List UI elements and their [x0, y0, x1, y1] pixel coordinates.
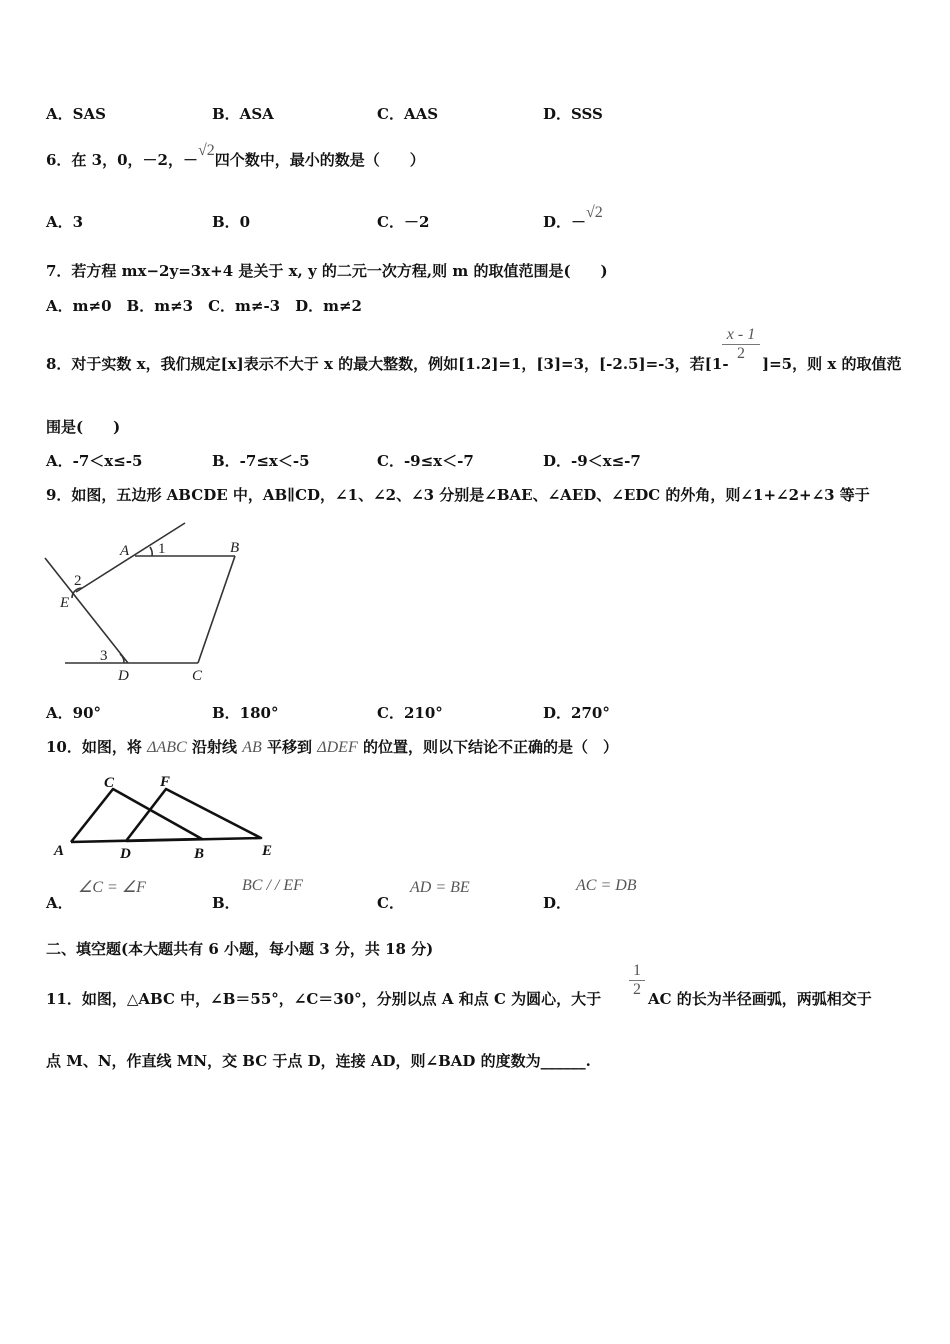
section-2-title: 二、填空题(本大题共有 6 小题，每小题 3 分，共 18 分) — [46, 940, 434, 958]
q6-option-c: C．－2 — [377, 213, 430, 231]
q9-option-d: D．270° — [543, 704, 610, 722]
q11-stem-end: AC 的长为半径画弧，两弧相交于 — [648, 990, 872, 1008]
q5-option-a: A．SAS — [46, 105, 106, 123]
q10-stem-a: 10．如图，将 — [46, 738, 142, 756]
q6-option-d-text: D．－ — [543, 213, 587, 231]
q10-option-a-letter: A． — [46, 894, 73, 912]
q10-option-a-expr: ∠C = ∠F — [78, 879, 146, 896]
q10-option-c-expr: AD = BE — [410, 879, 470, 896]
q9-stem: 9．如图，五边形 ABCDE 中，AB∥CD，∠1、∠2、∠3 分别是∠BAE、∠AED、∠EDC 的外角，则∠1+∠2+∠3 等于 — [46, 486, 870, 504]
q9-label-c: C — [192, 668, 203, 684]
q10-stem-c: 平移到 — [266, 738, 312, 756]
q10-label-d: D — [120, 846, 131, 862]
q10-math-triangle-abc: ΔABC — [147, 739, 187, 756]
q8-option-b: B．-7≤x＜-5 — [212, 452, 310, 470]
q10-math-triangle-def: ΔDEF — [317, 739, 358, 756]
q9-option-b: B．180° — [212, 704, 279, 722]
q5-option-b: B．ASA — [212, 105, 274, 123]
q7-stem: 7．若方程 mx−2y=3x+4 是关于 x, y 的二元一次方程,则 m 的取值范围是( ) — [46, 262, 608, 280]
q11-frac-denominator: 2 — [629, 980, 645, 999]
q6-stem-end: 四个数中，最小的数是（ ） — [214, 151, 425, 169]
q8-stem-cont: 围是( ) — [46, 418, 121, 436]
q10-label-b: B — [194, 846, 205, 862]
q6-option-a: A．3 — [46, 213, 84, 231]
q9-label-d: D — [118, 668, 129, 684]
q8-frac-numerator: x - 1 — [726, 326, 756, 343]
q10-math-ab: AB — [242, 739, 262, 756]
q11-stem-cont: 点 M、N，作直线 MN，交 BC 于点 D，连接 AD，则∠BAD 的度数为______. — [46, 1052, 591, 1070]
q8-fraction — [722, 326, 760, 363]
q10-option-d-expr: AC = DB — [576, 877, 637, 894]
q10-label-e: E — [262, 843, 273, 859]
q9-label-e: E — [60, 595, 70, 611]
q9-label-2: 2 — [74, 573, 82, 589]
q10-stem-d: 的位置，则以下结论不正确的是（ ） — [362, 738, 618, 756]
q10-stem — [46, 736, 618, 757]
q9-line-de-extended — [45, 558, 128, 663]
q6-option-d-sqrt: √2 — [586, 204, 603, 221]
q9-label-a: A — [120, 543, 130, 559]
q5-option-d: D．SSS — [543, 105, 603, 123]
q9-line-ea-extended — [76, 523, 185, 592]
q9-label-b: B — [230, 540, 240, 556]
q9-label-3: 3 — [100, 648, 108, 664]
q9-line-bc — [198, 556, 235, 663]
q10-option-d-letter: D． — [543, 894, 572, 912]
q7-options: A．m≠0 B．m≠3 C．m≠-3 D．m≠2 — [46, 297, 362, 315]
q9-option-a: A．90° — [46, 704, 102, 722]
q10-stem-b: 沿射线 — [191, 738, 237, 756]
q9-angle-1-arc — [150, 547, 152, 556]
q9-option-c: C．210° — [377, 704, 443, 722]
q10-translation-figure — [48, 768, 288, 864]
q11-frac-numerator: 1 — [633, 962, 641, 979]
q8-option-d: D．-9＜x≤-7 — [543, 452, 641, 470]
q10-option-b-letter: B． — [212, 894, 240, 912]
q6-stem — [46, 142, 425, 170]
q10-label-a: A — [54, 843, 65, 859]
q8-option-c: C．-9≤x＜-7 — [377, 452, 474, 470]
q9-angle-3-arc — [120, 654, 124, 663]
q8-option-a: A．-7＜x≤-5 — [46, 452, 143, 470]
q6-sqrt: √2 — [197, 142, 215, 159]
q10-label-f: F — [160, 774, 171, 790]
q5-option-c: C．AAS — [377, 105, 439, 123]
q8-frac-denominator: 2 — [722, 344, 760, 363]
q11-fraction — [629, 962, 645, 999]
q10-option-b-expr: BC / / EF — [242, 877, 303, 894]
q9-pentagon-figure — [40, 518, 260, 688]
q6-stem-start: 6．在 3，0，－2，－ — [46, 151, 198, 169]
q8-stem-start: 8．对于实数 x，我们规定[x]表示不大于 x 的最大整数，例如[1.2]=1，[3]=3，[-2.5]=-3，若[1- — [46, 355, 729, 373]
q8-stem-end: ]=5，则 x 的取值范 — [762, 355, 902, 373]
q10-option-c-letter: C． — [377, 894, 404, 912]
q10-label-c: C — [104, 775, 115, 791]
q9-label-1: 1 — [158, 541, 166, 557]
q6-option-b: B．0 — [212, 213, 251, 231]
q11-stem-start: 11．如图，△ABC 中，∠B＝55°，∠C＝30°，分别以点 A 和点 C 为圆心，大于 — [46, 990, 602, 1008]
q6-option-d — [543, 204, 603, 232]
